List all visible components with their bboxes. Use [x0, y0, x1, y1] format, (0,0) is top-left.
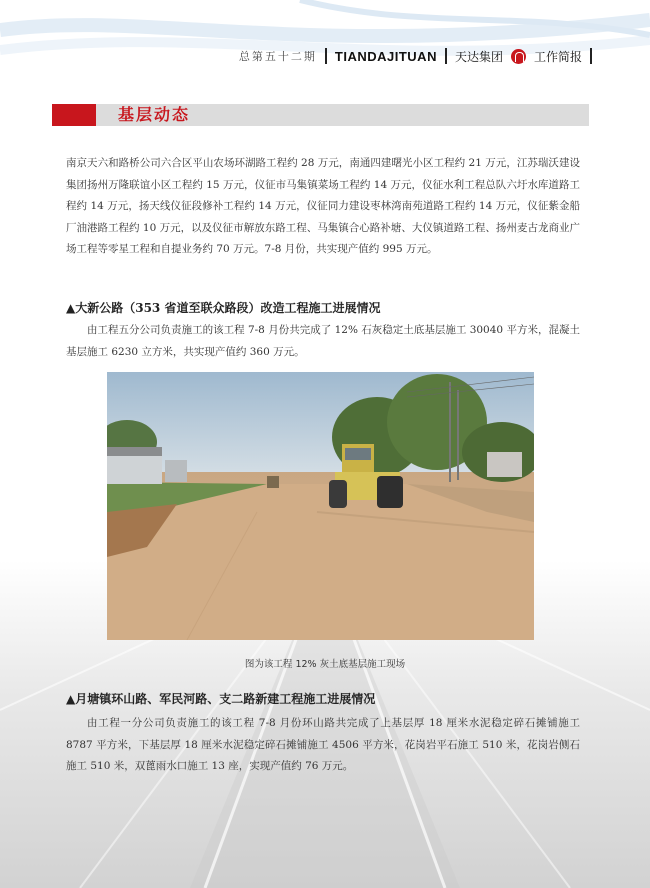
article-heading: ▲大新公路（353 省道至联众路段）改造工程施工进展情况	[66, 301, 381, 315]
tianda-logo-icon	[511, 49, 526, 64]
body-paragraph: 由工程一分公司负责施工的该工程 7-8 月份环山路共完成了上基层厚 18 厘米水泥稳定碎石摊铺施工 8787 平方米，下基层厚 18 厘米水泥稳定碎石摊铺施工 4506 平方米，花岗岩平石施工 510 米，花岗岩侧石施工 510 米，双蓖雨水口施工 13 座，实现产值约 76 万元。	[66, 717, 580, 772]
photo-caption: 图为该工程 12% 灰土底基层施工现场	[244, 659, 406, 670]
section-header	[52, 104, 589, 126]
page-header	[239, 46, 592, 66]
header-divider	[590, 48, 592, 64]
issue-number: 总第五十二期	[238, 50, 317, 63]
body-paragraph: 南京天六和路桥公司六合区平山农场环湖路工程约 28 万元，南通四建曙光小区工程约 21 万元，江苏瑞沃建设集团扬州万隆联谊小区工程约 15 万元，仪征市马集镇菜场工程约 14 万元，仪征水利工程总队六圩水库道路工程约 14 万元，扬天线仪征段修补工程约 14 万元，仪征同力建设枣林湾南苑道路工程约 14 万元，仪征紫金船厂油港路工程约 10 万元，以及仪征市解放东路工程、马集镇合心路补塘、大仪镇道路工程、扬州麦古龙商业广场工程等零星工程和自提业务约 70 万元。7-8 月份，共实现产值约 995 万元。	[66, 157, 580, 255]
group-name: 天达集团	[454, 49, 503, 64]
body-paragraph: 由工程五分公司负责施工的该工程 7-8 月份共完成了 12% 石灰稳定土底基层施工 30040 平方米，混凝土基层施工 6230 立方米，共实现产值约 360 万元。	[66, 324, 580, 358]
article-heading: ▲月塘镇环山路、军民河路、支二路新建工程施工进展情况	[66, 692, 376, 706]
construction-site-photo	[107, 372, 534, 640]
brand-name: TIANDAJITUAN	[334, 48, 437, 64]
section-title: 基层动态	[118, 105, 191, 124]
section-accent-block	[52, 104, 96, 126]
header-divider	[325, 48, 327, 64]
bulletin-name: 工作简报	[533, 49, 582, 64]
header-divider	[445, 48, 447, 64]
